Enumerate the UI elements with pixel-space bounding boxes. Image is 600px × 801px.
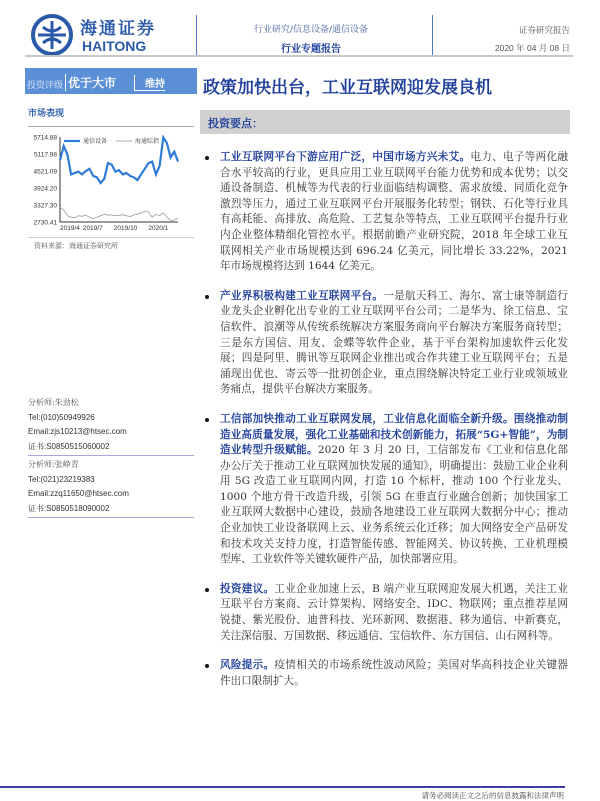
- analyst-cert: 证书:S0850518090002: [28, 503, 110, 513]
- analyst-cert: 证书:S0850515060002: [28, 441, 110, 451]
- key-point-text: 一是航天科工、海尔、富士康等制造行业龙头企业孵化出专业的工业互联网平台公司；二是华为、徐工信息、宝信软件、浪潮等从传统系统解决方案服务商向平台解决方案服务商转型；三是东方国信、用友、金蝶等软件企业，基于平台架构加速软件云化发展；四是阿里、腾讯等互联网企业推出或合作共建工业互联网平台；五是涌现出优也、寄云等一批初创企业，重点围绕解决特定工业行业或领域业务痛点，提供平台解决方案服务。: [220, 289, 569, 396]
- y-tick-label: 4521.09: [33, 168, 57, 176]
- header-divider: [432, 15, 433, 55]
- key-point-lead: 投资建议。: [220, 582, 275, 595]
- report-category: 行业研究/信息设备/通信设备: [253, 25, 369, 35]
- key-point-lead: 工信部加快推动工业互联网发展，工业信息化面临全新升级。围绕推动制造业高质量发展，强化工业基础和技术创新能力，拓展“5G+智能”，为制造业转型升级赋能。: [220, 412, 568, 457]
- key-point: [200, 658, 568, 689]
- x-tick-label: 2019/4: [60, 225, 80, 232]
- market-chart: [28, 128, 198, 238]
- x-tick-label: 2020/1: [148, 225, 169, 232]
- legend-label: 通信设备: [83, 138, 108, 145]
- key-point-text: 2020 年 3 月 20 日，工信部发布《工业和信息化部办公厅关于推动工业互联网加快发展的通知》，明确提出：鼓励工业企业利用 5G 改造工业互联网内网，打造 10 个标杆，推动 100 个行业龙头、1000 个地方骨干改造升级，引领 5G 在垂直行业融合创新；加快国家工业互联网大数据中心建设，鼓励各地建设工业互联网大数据分中心；推动企业加快工业设备联网上云、业务系统云化迁移；加大网络安全产品研发和技术攻关支持力度，打造智能传感、智能网关、协议转换、工业机理模型库、工业软件等关键软硬件产品，加快部署应用。: [220, 444, 568, 566]
- key-point-lead: 工业互联网平台下游应用广泛，中国市场方兴未艾。: [220, 151, 471, 163]
- legend-label: 海通综指: [135, 138, 160, 145]
- analyst-divider: [28, 455, 194, 456]
- analyst-name: 分析师:朱劲松: [28, 398, 79, 407]
- source-rule: [28, 237, 194, 238]
- key-point: [200, 412, 568, 568]
- logo-chinese: 海通证券: [80, 19, 156, 39]
- y-tick-label: 5117.98: [33, 151, 57, 159]
- key-point: [200, 289, 568, 398]
- report-date: 2020 年 04 月 08 日: [494, 43, 570, 53]
- chart-source: 资料来源：海通证券研究所: [34, 242, 118, 250]
- haitong-emblem-icon: [30, 14, 74, 56]
- y-tick-label: 5714.88: [33, 134, 57, 142]
- key-points-header: [200, 110, 570, 134]
- rating-action: 维持: [134, 75, 165, 91]
- analyst-info: [28, 396, 194, 520]
- analyst-name: 分析师:张峥青: [28, 460, 79, 469]
- report-type: 行业专题报告: [281, 44, 341, 55]
- logo-english: HAITONG: [82, 38, 147, 54]
- rating-box: [25, 68, 197, 94]
- x-tick-label: 2019/7: [82, 225, 103, 232]
- analyst-email[interactable]: Email:zzq11650@htsec.com: [28, 489, 129, 498]
- analyst-tel: Tel:(010)50949926: [28, 412, 95, 422]
- haitong-logo: [30, 14, 170, 56]
- header-rule: [25, 55, 573, 57]
- analyst-tel: Tel:(021)23219383: [28, 474, 95, 484]
- x-tick-label: 2019/10: [113, 225, 138, 232]
- key-point-lead: 风险提示。: [220, 659, 275, 672]
- series-line-telecom: [60, 137, 178, 183]
- report-title: 政策加快出台，工业互联网迎发展良机: [203, 78, 492, 98]
- market-rule: [28, 126, 194, 127]
- key-points-list: [200, 150, 568, 703]
- series-line-composite: [60, 207, 178, 220]
- footer-rule: [0, 786, 565, 788]
- rating-label: 投资评级: [27, 81, 64, 91]
- key-point-text: 疫情相关的市场系统性波动风险；美国对华高科技企业关键器件出口限制扩大。: [220, 659, 568, 687]
- y-tick-label: 2730.41: [33, 219, 57, 227]
- y-tick-label: 3327.30: [33, 202, 57, 210]
- key-point-text: 工业企业加速上云，B 端产业互联网迎发展大机遇，关注工业互联平台方案商、云计算架构、网络安全、IDC、物联网；重点推荐星网锐捷、紫光股份、迪普科技、光环新网、数据港、移为通信、中新赛克，关注深信服、万国数据、移远通信、宝信软件、东方国信、山石网科等。: [220, 582, 569, 642]
- key-point-lead: 产业界积极构建工业互联网平台。: [220, 289, 384, 302]
- analyst-block: [28, 396, 194, 456]
- key-point: [200, 582, 568, 644]
- analyst-email[interactable]: Email:zjs10213@htsec.com: [28, 427, 127, 436]
- report-label: 证券研究报告: [518, 26, 570, 36]
- key-point-text: 电力、电子等两化融合水平较高的行业，更具应用工业互联网平台能力优势和成本优势；以交通设备制造、机械等为代表的行业面临结构调整、需求放缓、同质化竞争激烈等压力，通过工业互联网平台开展服务化转型；钢铁、石化等行业具有高耗能、高排放、高危险、工艺复杂等特点，工业互联网平台提升行业内企业整体精细化管控水平。根据前瞻产业研究院，2018 年全球工业互联网相关产业市场规模达到 696.24 亿美元，同比增长 33.22%，2021 年市场规模将达到 1644 亿美元。: [220, 151, 569, 273]
- market-label: 市场表现: [28, 109, 65, 119]
- key-point: [200, 150, 568, 275]
- footer-disclaimer: 请务必阅读正文之后的信息披露和法律声明: [421, 791, 564, 800]
- rating-value: 优于大市: [65, 74, 116, 91]
- analyst-block: [28, 458, 194, 518]
- y-tick-label: 3924.20: [33, 185, 57, 193]
- key-points-heading: 投资要点：: [208, 117, 263, 130]
- analyst-divider: [28, 517, 194, 518]
